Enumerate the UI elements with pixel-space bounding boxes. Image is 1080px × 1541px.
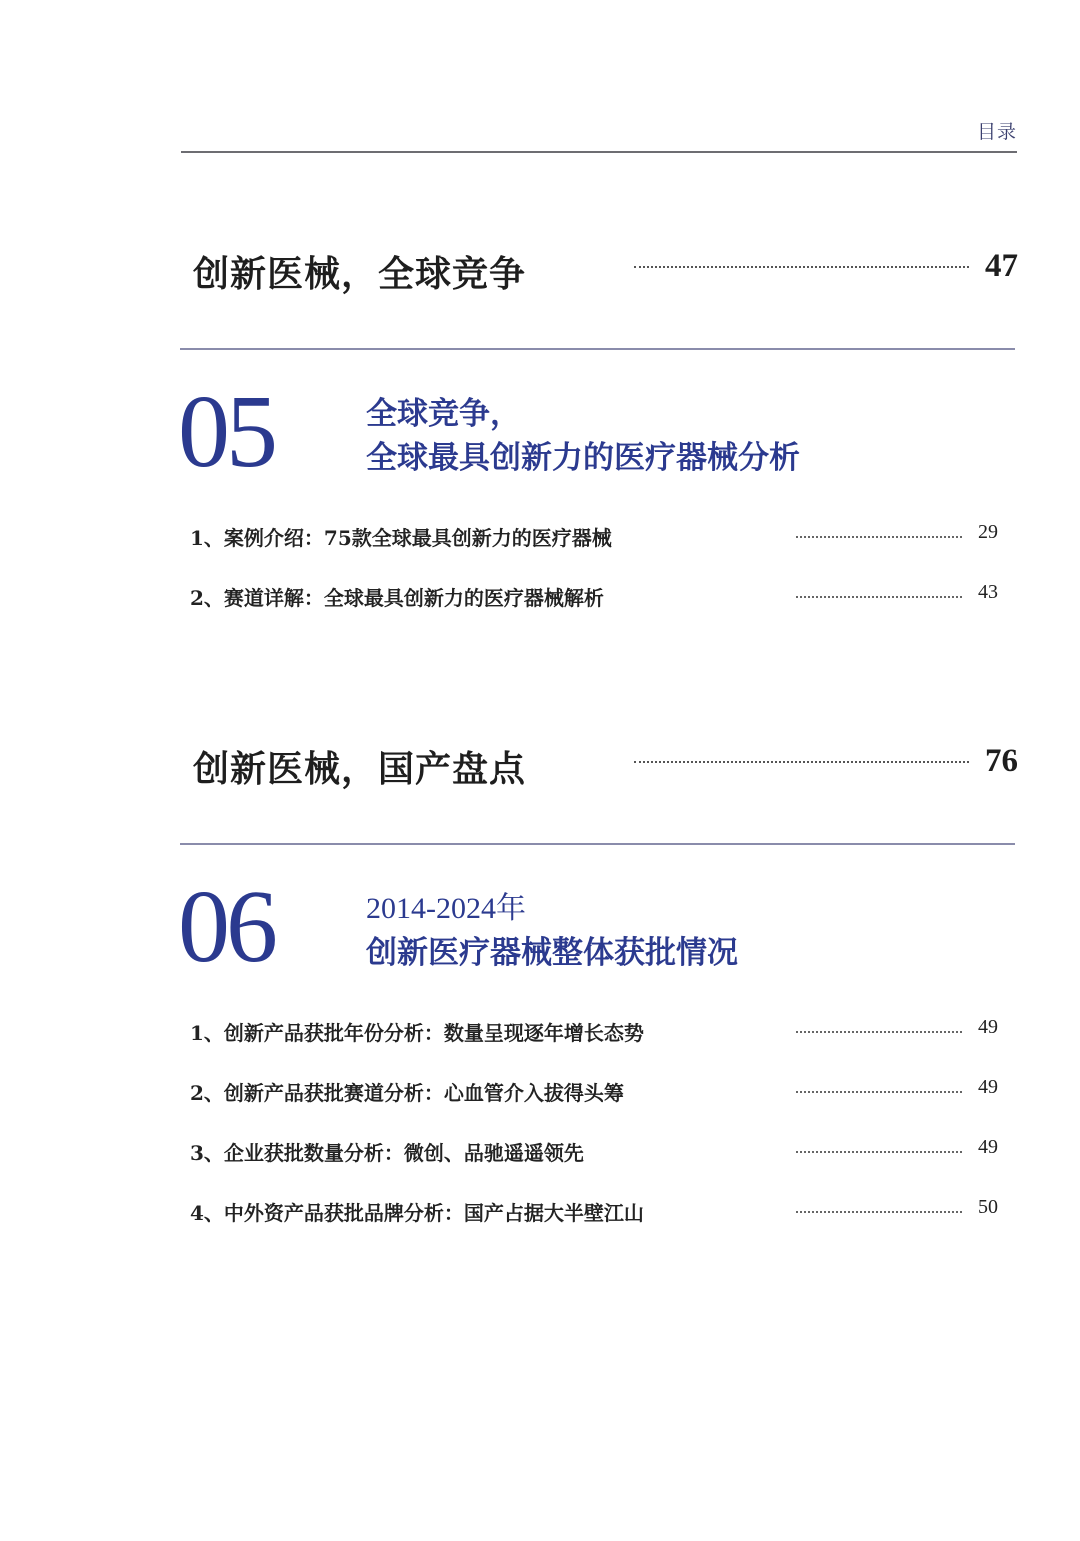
part-page-number[interactable]: 76: [985, 743, 1018, 779]
toc-entry-page[interactable]: 49: [978, 1016, 998, 1038]
toc-entry[interactable]: 1、创新产品获批年份分析：数量呈现逐年增长态势: [190, 1021, 644, 1045]
dot-leader: [796, 1091, 962, 1093]
dot-leader: [796, 1031, 962, 1033]
chapter-title[interactable]: [366, 392, 800, 480]
toc-entry-page[interactable]: 43: [978, 581, 998, 603]
chapter-title-line1: 全球竞争，: [366, 396, 521, 432]
chapter-title-line2: 全球最具创新力的医疗器械分析: [366, 440, 800, 476]
toc-entry-page[interactable]: 29: [978, 521, 998, 543]
section-divider: [180, 843, 1015, 845]
chapter-number: 06: [178, 869, 274, 984]
dot-leader: [796, 536, 962, 538]
toc-entry-page[interactable]: 49: [978, 1136, 998, 1158]
dot-leader: [796, 596, 962, 598]
chapter-title-line2: 创新医疗器械整体获批情况: [366, 935, 738, 971]
part-page-number[interactable]: 47: [985, 248, 1018, 284]
dot-leader: [634, 761, 969, 763]
chapter-title[interactable]: [366, 887, 738, 975]
toc-entry[interactable]: 3、企业获批数量分析：微创、品驰遥遥领先: [190, 1141, 584, 1165]
part-title-global-competition[interactable]: 创新医械，全球竞争: [193, 253, 527, 295]
toc-entry[interactable]: 2、赛道详解：全球最具创新力的医疗器械解析: [190, 586, 604, 610]
toc-entry-page[interactable]: 50: [978, 1196, 998, 1218]
toc-entry[interactable]: 2、创新产品获批赛道分析：心血管介入拔得头筹: [190, 1081, 624, 1105]
dot-leader: [634, 266, 969, 268]
dot-leader: [796, 1151, 962, 1153]
header-divider: [181, 151, 1017, 153]
chapter-number: 05: [178, 374, 274, 489]
part-title-domestic-review[interactable]: 创新医械，国产盘点: [193, 748, 527, 790]
dot-leader: [796, 1211, 962, 1213]
toc-entry[interactable]: 4、中外资产品获批品牌分析：国产占据大半壁江山: [190, 1201, 644, 1225]
chapter-title-line1: 2014-2024年: [366, 892, 526, 925]
toc-entry[interactable]: 1、案例介绍：75款全球最具创新力的医疗器械: [190, 526, 612, 550]
toc-header-label: 目录: [976, 121, 1017, 143]
section-divider: [180, 348, 1015, 350]
toc-entry-page[interactable]: 49: [978, 1076, 998, 1098]
